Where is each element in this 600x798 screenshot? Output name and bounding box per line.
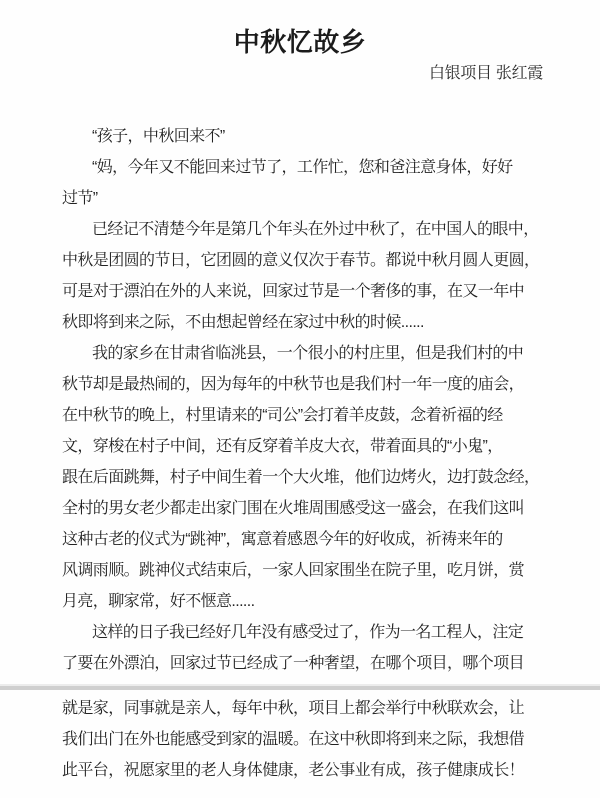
text-line: 可是对于漂泊在外的人来说，回家过节是一个奢侈的事，在又一年中 — [62, 283, 525, 300]
text-line: 风调雨顺。跳神仪式结束后，一家人回家围坐在院子里，吃月饼，赏 — [62, 562, 525, 579]
text-line: 这样的日子我已经好几年没有感受过了，作为一名工程人，注定 — [92, 624, 524, 641]
document-body-page-2 — [62, 693, 540, 786]
text-line: 在中秋节的晚上，村里请来的“司公”会打着羊皮鼓，念着祈福的经 — [62, 407, 503, 424]
text-line: 全村的男女老少都走出家门围在火堆周围感受这一盛会，在我们这叫 — [62, 500, 525, 517]
text-line: 跟在后面跳舞，村子中间生着一个大火堆，他们边烤火，边打鼓念经， — [62, 469, 540, 486]
text-line: 秋即将到来之际，不由想起曾经在家过中秋的时候...... — [62, 314, 424, 331]
text-line: 秋节却是最热闹的，因为每年的中秋节也是我们村一年一度的庙会， — [62, 376, 525, 393]
document-body-page-1 — [62, 121, 540, 679]
text-line: 文，穿梭在村子中间，还有反穿着羊皮大衣，带着面具的“小鬼”， — [62, 438, 503, 455]
text-line: 了要在外漂泊，回家过节已经成了一种奢望，在哪个项目，哪个项目 — [62, 655, 525, 672]
text-line: 此平台，祝愿家里的老人身体健康，老公事业有成，孩子健康成长！ — [62, 762, 525, 779]
text-line: 就是家，同事就是亲人，每年中秋，项目上都会举行中秋联欢会，让 — [62, 700, 525, 717]
document-title: 中秋忆故乡 — [233, 27, 367, 57]
document-byline: 白银项目 张红霞 — [428, 65, 543, 82]
text-line: 我们出门在外也能感受到家的温暖。在这中秋即将到来之际，我想借 — [62, 731, 525, 748]
page-break-line — [0, 686, 600, 690]
text-line: 我的家乡在甘肃省临洮县，一个很小的村庄里，但是我们村的中 — [92, 345, 524, 362]
text-line: 中秋是团圆的节日，它团圆的意义仅次于春节。都说中秋月圆人更圆， — [62, 252, 540, 269]
text-line: 过节” — [62, 190, 98, 207]
text-line: “妈，今年又不能回来过节了，工作忙，您和爸注意身体，好好 — [92, 159, 513, 176]
text-line: 月亮，聊家常，好不惬意...... — [62, 593, 255, 610]
text-line: 已经记不清楚今年是第几个年头在外过中秋了，在中国人的眼中， — [92, 221, 539, 238]
text-line: 这种古老的仪式为“跳神”，寓意着感恩今年的好收成，祈祷来年的 — [62, 531, 503, 548]
text-line: “孩子，中秋回来不” — [92, 128, 225, 145]
page-break-divider — [0, 684, 600, 690]
